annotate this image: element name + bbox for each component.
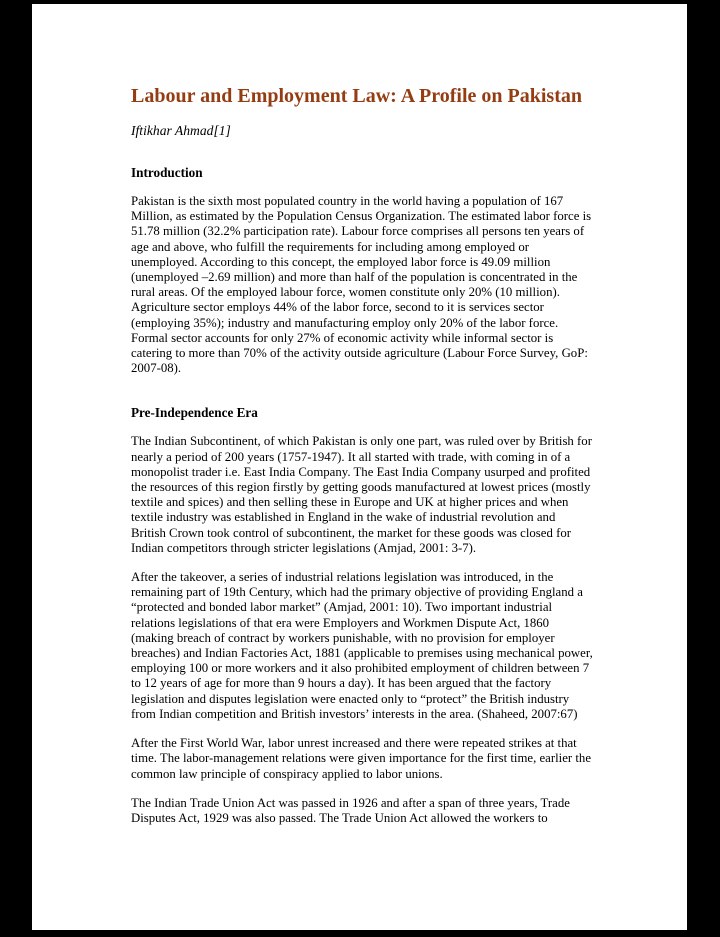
paragraph: Pakistan is the sixth most populated country in the world having a population of 167 Million, as estimated by the Population Census Organization. The estimated labor force is 51.78 million (32.2% participation rate). Labour force comprises all persons ten years of age and above, who fulfill the requirements for including among employed or unemployed. According to this concept, the employed labor force is 49.09 million (unemployed –2.69 million) and more than half of the population is concentrated in the rural areas. Of the employed labour force, women constitute only 20% (10 million). Agriculture sector employs 44% of the labor force, second to it is services sector (employing 35%); industry and manufacturing employ only 20% of the labor force. Formal sector accounts for only 27% of economic activity while informal sector is catering to more than 70% of the activity outside agriculture (Labour Force Survey, GoP: 2007-08). xyxy=(131,194,592,376)
document-page xyxy=(32,4,687,930)
document-body xyxy=(131,82,593,826)
section-heading-pre-independence: Pre-Independence Era xyxy=(131,405,258,421)
paragraph: After the First World War, labor unrest increased and there were repeated strikes at that time. The labor-management relations were given importance for the first time, earlier the common law principle of conspiracy applied to labor unions. xyxy=(131,736,592,781)
paragraph: The Indian Subcontinent, of which Pakistan is only one part, was ruled over by British for nearly a period of 200 years (1757-1947). It all started with trade, with coming in of a monopolist trader i.e. East India Company. The East India Company usurped and profited the resources of this region firstly by getting goods manufactured at lowest prices (mostly textile and spices) and then selling these in Europe and UK at higher prices and when textile industry was established in England in the wake of industrial revolution and British Crown took control of subcontinent, the market for these goods was closed for Indian competitors through stricter legislations (Amjad, 2001: 3-7). xyxy=(131,434,592,555)
author-name: Iftikhar Ahmad[1] xyxy=(131,123,231,138)
paragraph: The Indian Trade Union Act was passed in 1926 and after a span of three years, Trade Disputes Act, 1929 was also passed. The Trade Union Act allowed the workers to xyxy=(131,795,570,825)
document-title: Labour and Employment Law: A Profile on Pakistan xyxy=(131,85,582,107)
paragraph: After the takeover, a series of industrial relations legislation was introduced, in the remaining part of 19th Century, which had the primary objective of providing England a “protected and bonded labor market” (Amjad, 2001: 10). Two important industrial relations legislations of that era were Employers and Workmen Dispute Act, 1860 (making breach of contract by workers punishable, with no provision for employer breaches) and Indian Factories Act, 1881 (applicable to premises using mechanical power, employing 100 or more workers and it also prohibited employment of children between 7 to 12 years of age for more than 9 hours a day). It has been argued that the factory legislation and disputes legislation were enacted only to “protect” the British industry from Indian competition and British investors’ interests in the area. (Shaheed, 2007:67) xyxy=(131,570,593,721)
section-heading-introduction: Introduction xyxy=(131,165,203,180)
